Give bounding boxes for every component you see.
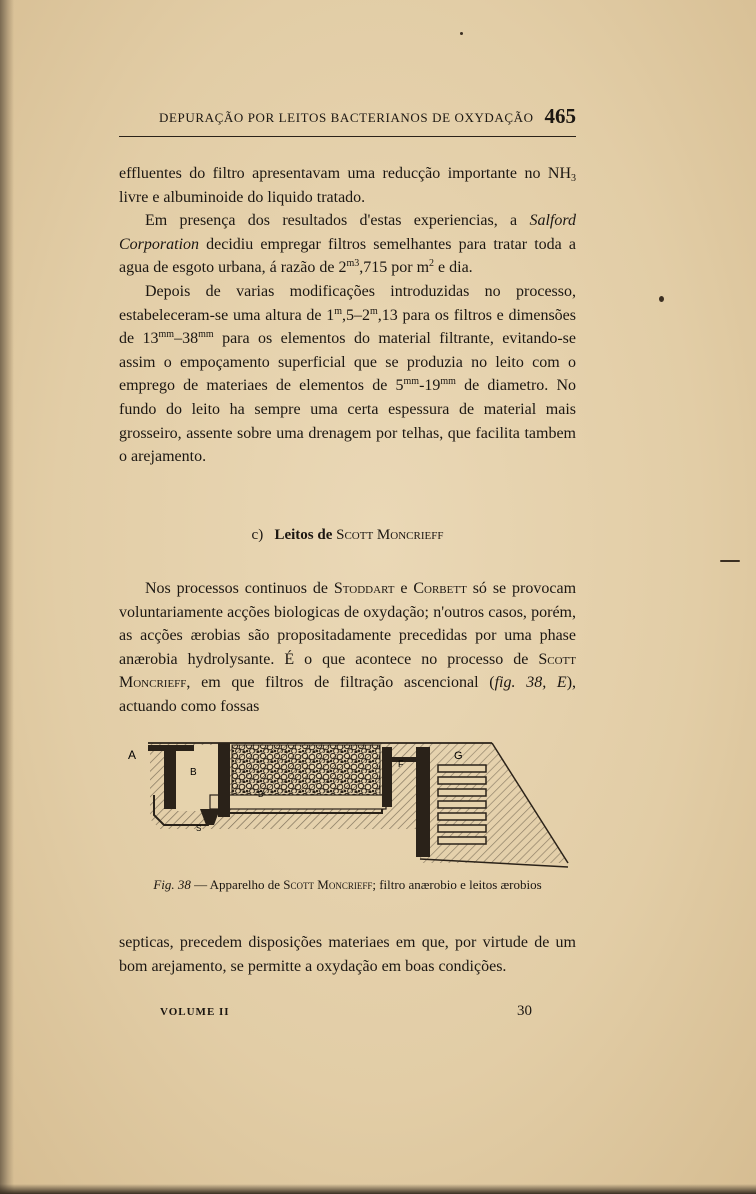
label-s: S <box>196 824 202 833</box>
tower-wall <box>416 747 430 857</box>
paragraph-2: Em presença dos resultados d'estas experiencias, a Salford Corporation decidiu empregar filtros semelhantes para tratar toda a agua de esgoto urbana, á razão de $2^{m3},715$ por $m^2$ e dia. <box>119 212 576 277</box>
channel-d <box>210 795 386 809</box>
running-head <box>119 104 576 132</box>
wall-mid <box>218 743 230 817</box>
gathering-signature: 30 <box>517 1003 532 1019</box>
figure-caption: Fig. 38 — Apparelho de Scott Moncrieff; filtro anærobio e leitos ærobios <box>153 877 542 892</box>
aerobic-trays-g <box>438 765 486 844</box>
paragraph-1: effluentes do filtro apresentavam uma reducção importante no $NH_3$ livre e albuminoide do liquido tratado. <box>119 165 576 206</box>
section-letter: c) <box>251 527 264 543</box>
page-number: 465 <box>544 104 576 128</box>
wall-left <box>164 747 176 809</box>
label-d: D <box>258 790 264 799</box>
label-b: B <box>190 767 197 778</box>
volume-signature: VOLUME II <box>160 1006 230 1018</box>
paper-speck <box>659 296 664 302</box>
wall-right <box>382 747 392 807</box>
label-a: A <box>128 748 137 762</box>
filter-bed-e <box>232 745 380 795</box>
caption-figure-number: Fig. 38 <box>153 877 191 892</box>
paragraph-3: Depois de varias modificações introduzidas no processo, estabeleceram-se uma altura de 1$^m$,5–2$^m$,13 para os filtros e dimensões de $13^{mm}-38^{mm}$ para os elementos do material filtrante, evitando-se assim o empoçamento superficial que se produzia no leito com o emprego de materiaes de elementos de $5^{mm}-19^{mm}$ de diametro. No fundo do leito ha sempre uma certa espessura de material mais grosseiro, assente sobre uma drenagem por telhas, que facilita tambem o arejamento. <box>119 282 577 466</box>
paper-speck <box>460 32 463 35</box>
text-block-middle <box>119 577 576 719</box>
header-rule <box>119 136 576 137</box>
paragraph-5: septicas, precedem disposições materiaes em que, por virtude de um bom arejamento, se permitte a oxydação em boas condições. <box>119 934 576 975</box>
figure-38-diagram <box>120 733 580 873</box>
inlet-pipe-a <box>148 745 194 751</box>
label-f: F <box>398 759 404 769</box>
label-g: G <box>454 750 463 762</box>
paragraph-4: Nos processos continuos de Stoddart e Corbett só se provocam voluntariamente acções biologicas de oxydação; n'outros casos, porém, as acções ærobias são propositadamente precedidas por uma phase anærobia hydrolysante. É o que acontece no processo de Scott Moncrieff, em que filtros de filtração ascencional (fig. 38, E), actuando como fossas <box>119 580 577 715</box>
paper-speck <box>720 560 740 562</box>
section-name: Scott Moncrieff <box>336 527 444 543</box>
text-block-lower <box>119 931 576 978</box>
label-e: E <box>296 746 303 757</box>
page-bottom-edge <box>0 1184 756 1194</box>
outlet-pipe-f <box>390 757 420 762</box>
section-heading: c) Leitos de Scott Moncrieff <box>251 527 444 543</box>
page-left-edge <box>0 0 14 1194</box>
text-block-upper <box>119 162 576 469</box>
running-title: DEPURAÇÃO POR LEITOS BACTERIANOS DE OXYDAÇÃO <box>159 110 534 125</box>
